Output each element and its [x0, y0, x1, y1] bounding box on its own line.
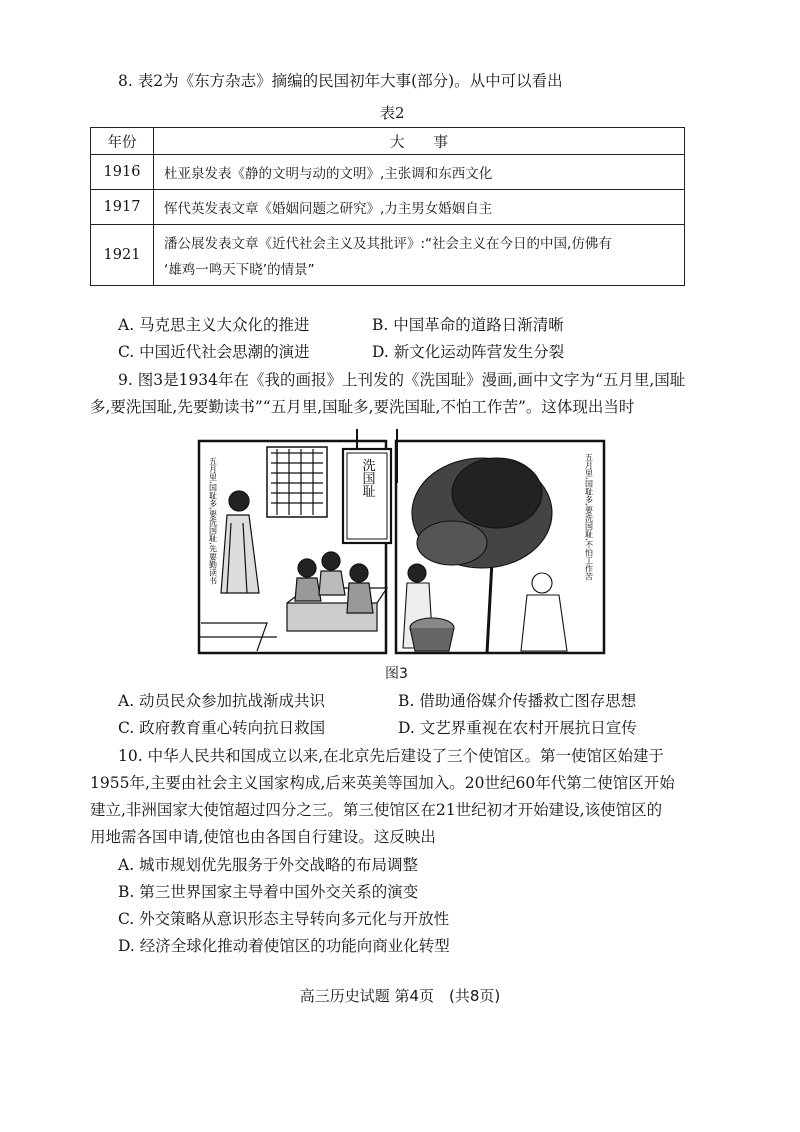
- table-row: [91, 190, 685, 225]
- cartoon-figure: [197, 423, 608, 657]
- cartoon-right-note: 五月里,国耻多,要洗国耻,不怕工作苦: [584, 453, 594, 581]
- q10-option-b: B. 第三世界国家主导着中国外交关系的演变: [118, 883, 419, 901]
- q10-stem-line4: 用地需各国申请,使馆也由各国自行建设。这反映出: [90, 828, 436, 846]
- q8-option-a: A. 马克思主义大众化的推进: [118, 316, 310, 334]
- q10-stem-line3: 建立,非洲国家大使馆超过四分之三。第三使馆区在21世纪初才开始建设,该使馆区的: [90, 801, 663, 819]
- table-header-year: 年份: [91, 128, 154, 155]
- q9-option-d: D. 文艺界重视在农村开展抗日宣传: [398, 719, 637, 737]
- table-cell-event: 杜亚泉发表《静的文明与动的文明》,主张调和东西文化: [154, 155, 685, 190]
- figure-caption: 图3: [385, 666, 408, 682]
- table-cell-event: 恽代英发表文章《婚姻问题之研究》,力主男女婚姻自主: [154, 190, 685, 225]
- table-cell-event-line: 潘公展发表文章《近代社会主义及其批评》:“社会主义在今日的中国,仿佛有: [164, 236, 612, 252]
- q10-option-a: A. 城市规划优先服务于外交战略的布局调整: [118, 856, 419, 874]
- table-cell-event: [154, 225, 685, 286]
- table-row: [91, 155, 685, 190]
- q10-stem-line1: 10. 中华人民共和国成立以来,在北京先后建设了三个使馆区。第一使馆区始建于: [118, 747, 665, 765]
- table-row: [91, 225, 685, 286]
- q9-stem-line1: 9. 图3是1934年在《我的画报》上刊发的《洗国耻》漫画,画中文字为“五月里,国耻: [118, 371, 686, 389]
- q9-option-b: B. 借助通俗媒介传播救亡图存思想: [398, 692, 637, 710]
- q9-option-c: C. 政府教育重心转向抗日救国: [118, 719, 326, 737]
- q8-stem: 8. 表2为《东方杂志》摘编的民国初年大事(部分)。从中可以看出: [118, 72, 563, 90]
- table-header-event: 大 事: [154, 128, 685, 155]
- cartoon-sign-text: 洗国耻: [359, 458, 375, 498]
- q9-option-a: A. 动员民众参加抗战渐成共识: [118, 692, 326, 710]
- q8-option-b: B. 中国革命的道路日渐清晰: [372, 316, 564, 334]
- cartoon-left-note: 五月里,国耻多,要洗国耻,先要勤读书: [208, 457, 218, 585]
- events-table: [90, 127, 685, 286]
- q8-option-c: C. 中国近代社会思潮的演进: [118, 343, 310, 361]
- table-caption: 表2: [380, 104, 405, 122]
- page-footer: 高三历史试题 第4页 (共8页): [299, 987, 501, 1005]
- q9-stem-line2: 多,要洗国耻,先要勤读书”“五月里,国耻多,要洗国耻,不怕工作苦”。这体现出当时: [90, 398, 635, 416]
- table-cell-year: 1921: [91, 225, 154, 286]
- table-cell-year: 1917: [91, 190, 154, 225]
- q10-option-c: C. 外交策略从意识形态主导转向多元化与开放性: [118, 910, 450, 928]
- q10-option-d: D. 经济全球化推动着使馆区的功能向商业化转型: [118, 937, 450, 955]
- q8-option-d: D. 新文化运动阵营发生分裂: [372, 343, 565, 361]
- q10-stem-line2: 1955年,主要由社会主义国家构成,后来英美等国加入。20世纪60年代第二使馆区开始: [90, 774, 675, 792]
- table-cell-event-line: ‘雄鸡一鸣天下晓’的情景”: [164, 262, 315, 278]
- table-cell-year: 1916: [91, 155, 154, 190]
